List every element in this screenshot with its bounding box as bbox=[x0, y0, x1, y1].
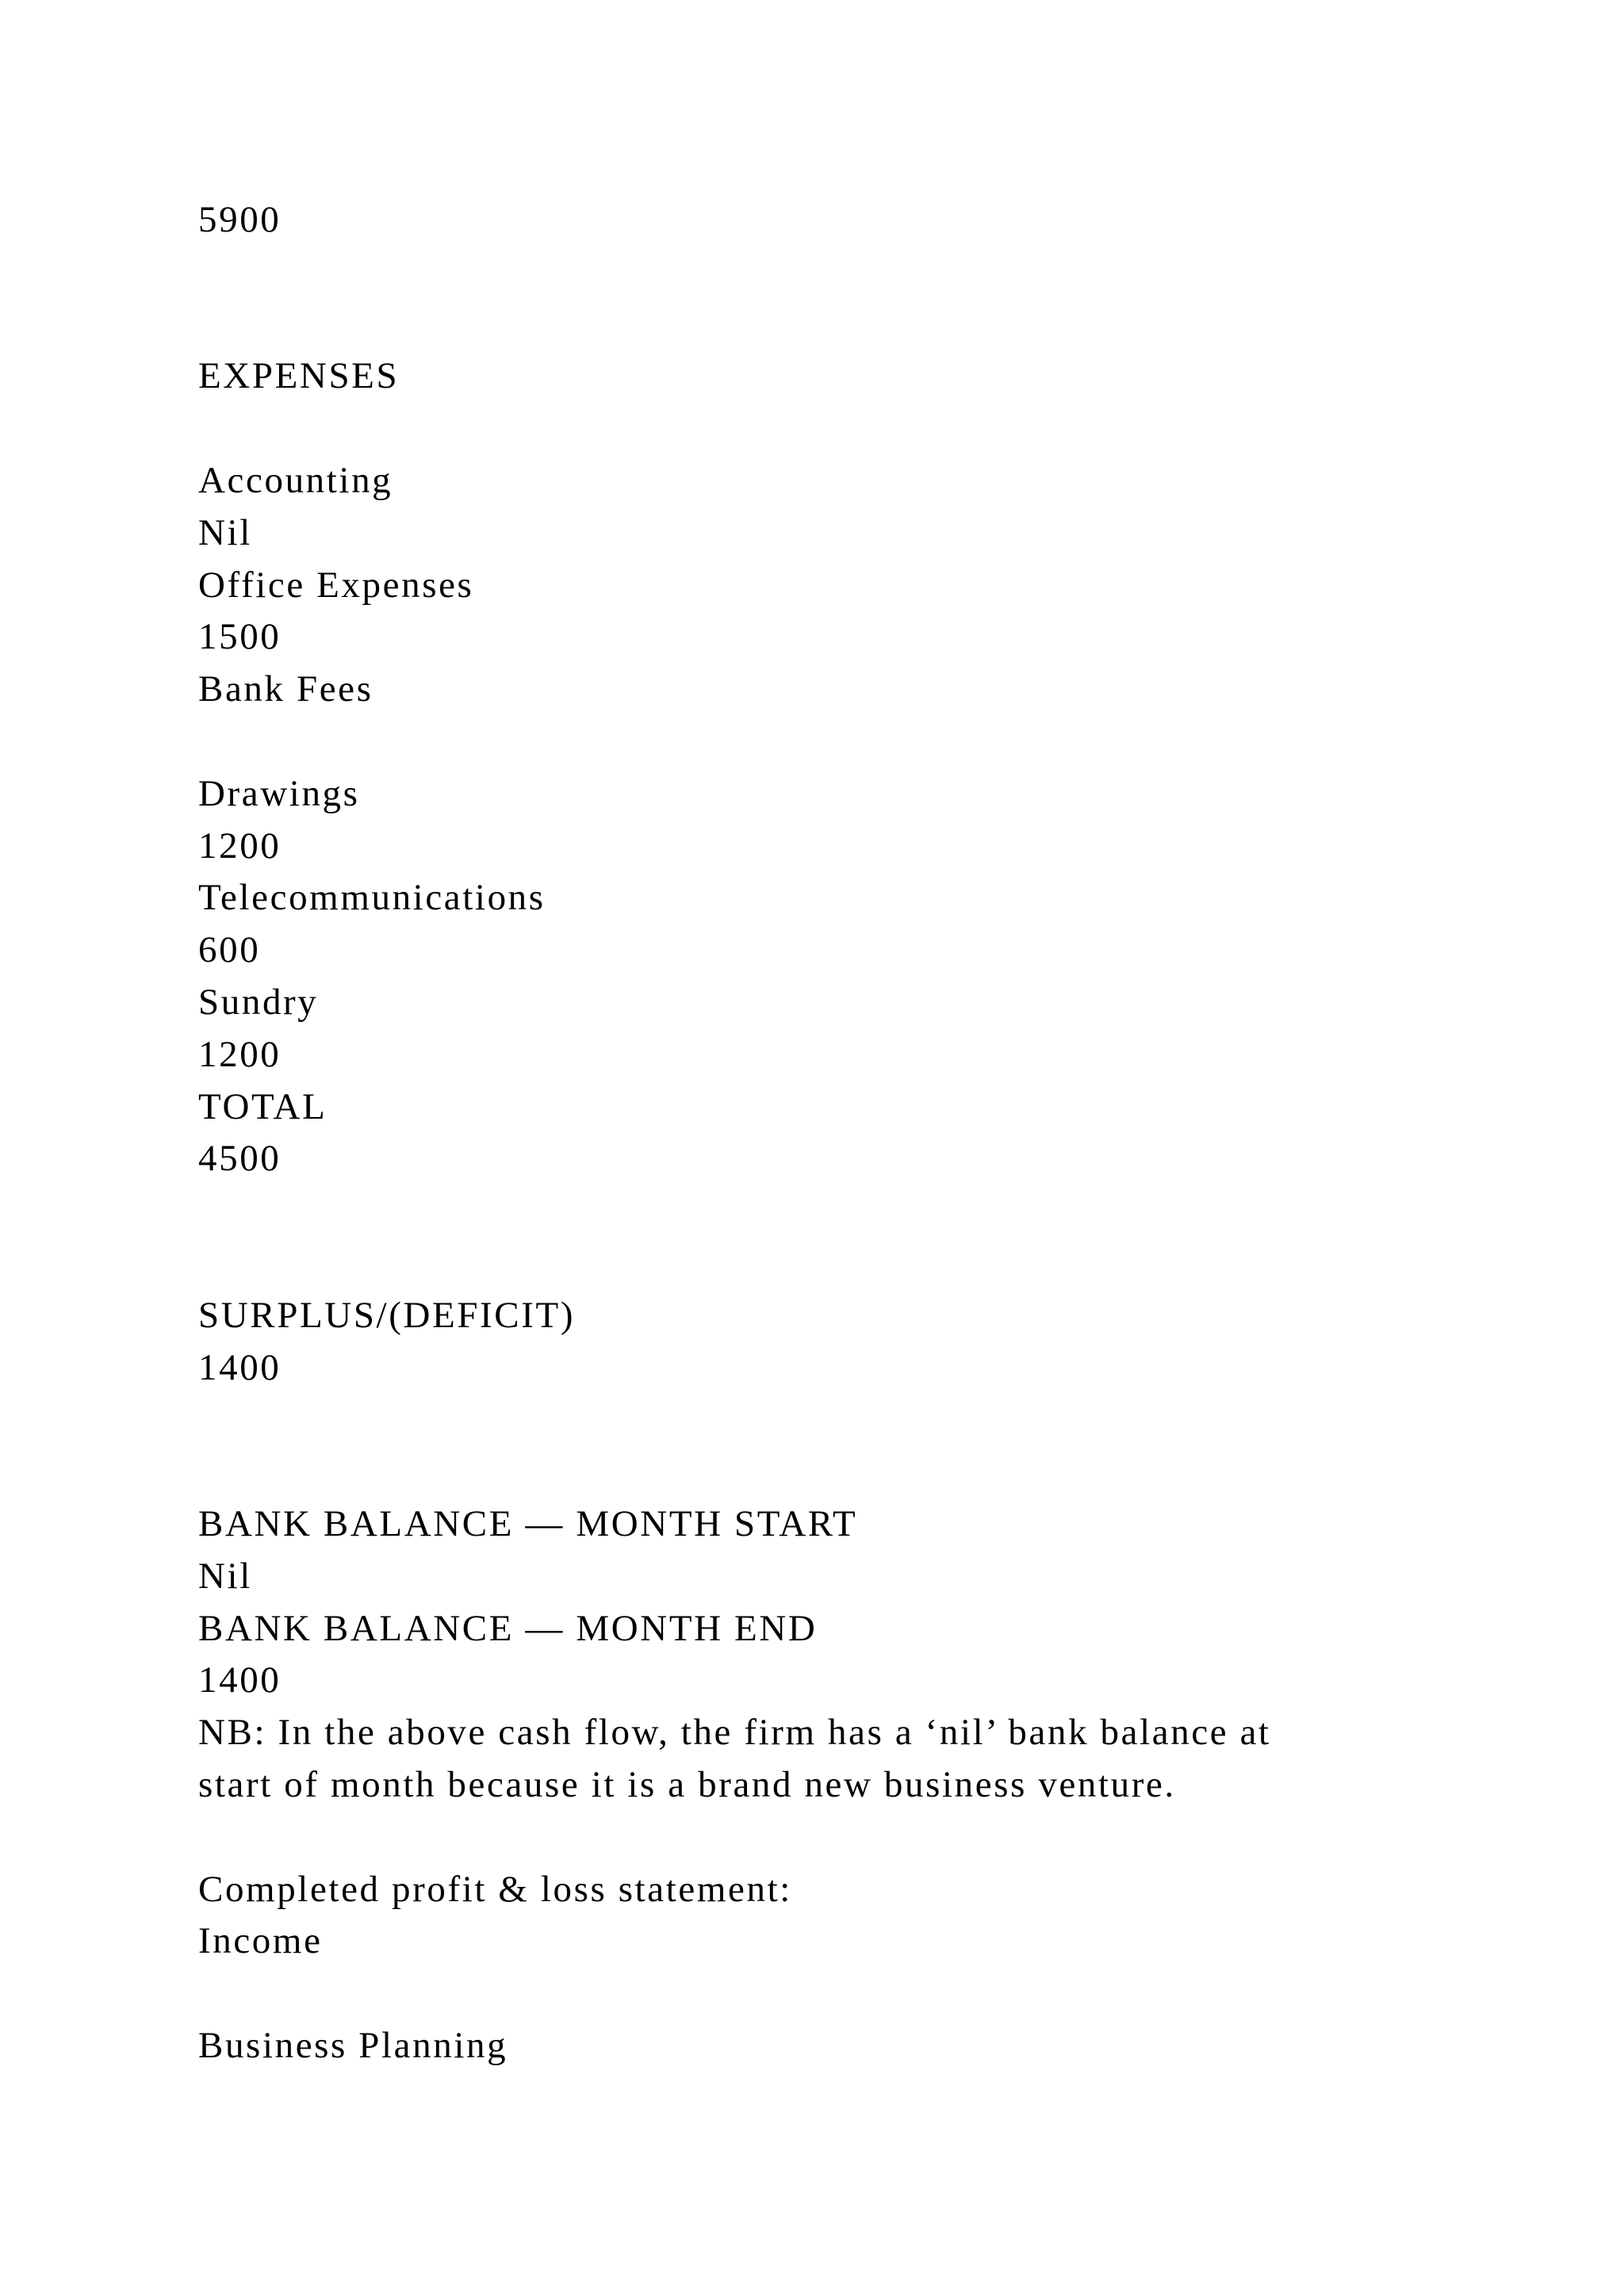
telecommunications-value: 600 bbox=[198, 929, 261, 971]
document-text bbox=[198, 194, 1507, 2072]
business-planning-label: Business Planning bbox=[198, 2024, 508, 2066]
blank-line bbox=[198, 716, 1507, 768]
blank-line bbox=[198, 1968, 1507, 2020]
drawings-value: 1200 bbox=[198, 825, 282, 867]
bank-fees-label: Bank Fees bbox=[198, 668, 373, 710]
surplus-deficit-value: 1400 bbox=[198, 1346, 282, 1388]
sundry-label: Sundry bbox=[198, 981, 319, 1023]
bank-balance-end-value: 1400 bbox=[198, 1659, 282, 1701]
office-expenses-value: 1500 bbox=[198, 616, 282, 658]
blank-line bbox=[198, 1812, 1507, 1864]
sundry-value: 1200 bbox=[198, 1033, 282, 1075]
blank-line bbox=[198, 1185, 1507, 1238]
blank-line bbox=[198, 1394, 1507, 1446]
telecommunications-label: Telecommunications bbox=[198, 877, 546, 919]
blank-line bbox=[198, 1238, 1507, 1290]
office-expenses-label: Office Expenses bbox=[198, 564, 474, 606]
income-total-value: 5900 bbox=[198, 199, 282, 240]
blank-line bbox=[198, 247, 1507, 299]
blank-line bbox=[198, 403, 1507, 455]
accounting-value: Nil bbox=[198, 511, 252, 553]
income-label: Income bbox=[198, 1920, 323, 1962]
accounting-label: Accounting bbox=[198, 459, 393, 501]
total-value: 4500 bbox=[198, 1138, 282, 1180]
profit-loss-heading: Completed profit & loss statement: bbox=[198, 1868, 792, 1910]
surplus-deficit-label: SURPLUS/(DEFICIT) bbox=[198, 1294, 576, 1336]
bank-balance-start-value: Nil bbox=[198, 1555, 252, 1597]
bank-balance-start-label: BANK BALANCE — MONTH START bbox=[198, 1502, 858, 1544]
blank-line bbox=[198, 299, 1507, 351]
total-label: TOTAL bbox=[198, 1085, 327, 1127]
nb-note-line-1: NB: In the above cash flow, the firm has a ‘nil’ bank balance at bbox=[198, 1712, 1271, 1754]
drawings-label: Drawings bbox=[198, 772, 360, 814]
nb-note-line-2: start of month because it is a brand new business venture. bbox=[198, 1763, 1176, 1805]
expenses-heading: EXPENSES bbox=[198, 355, 400, 397]
bank-balance-end-label: BANK BALANCE — MONTH END bbox=[198, 1607, 818, 1649]
blank-line bbox=[198, 1446, 1507, 1498]
